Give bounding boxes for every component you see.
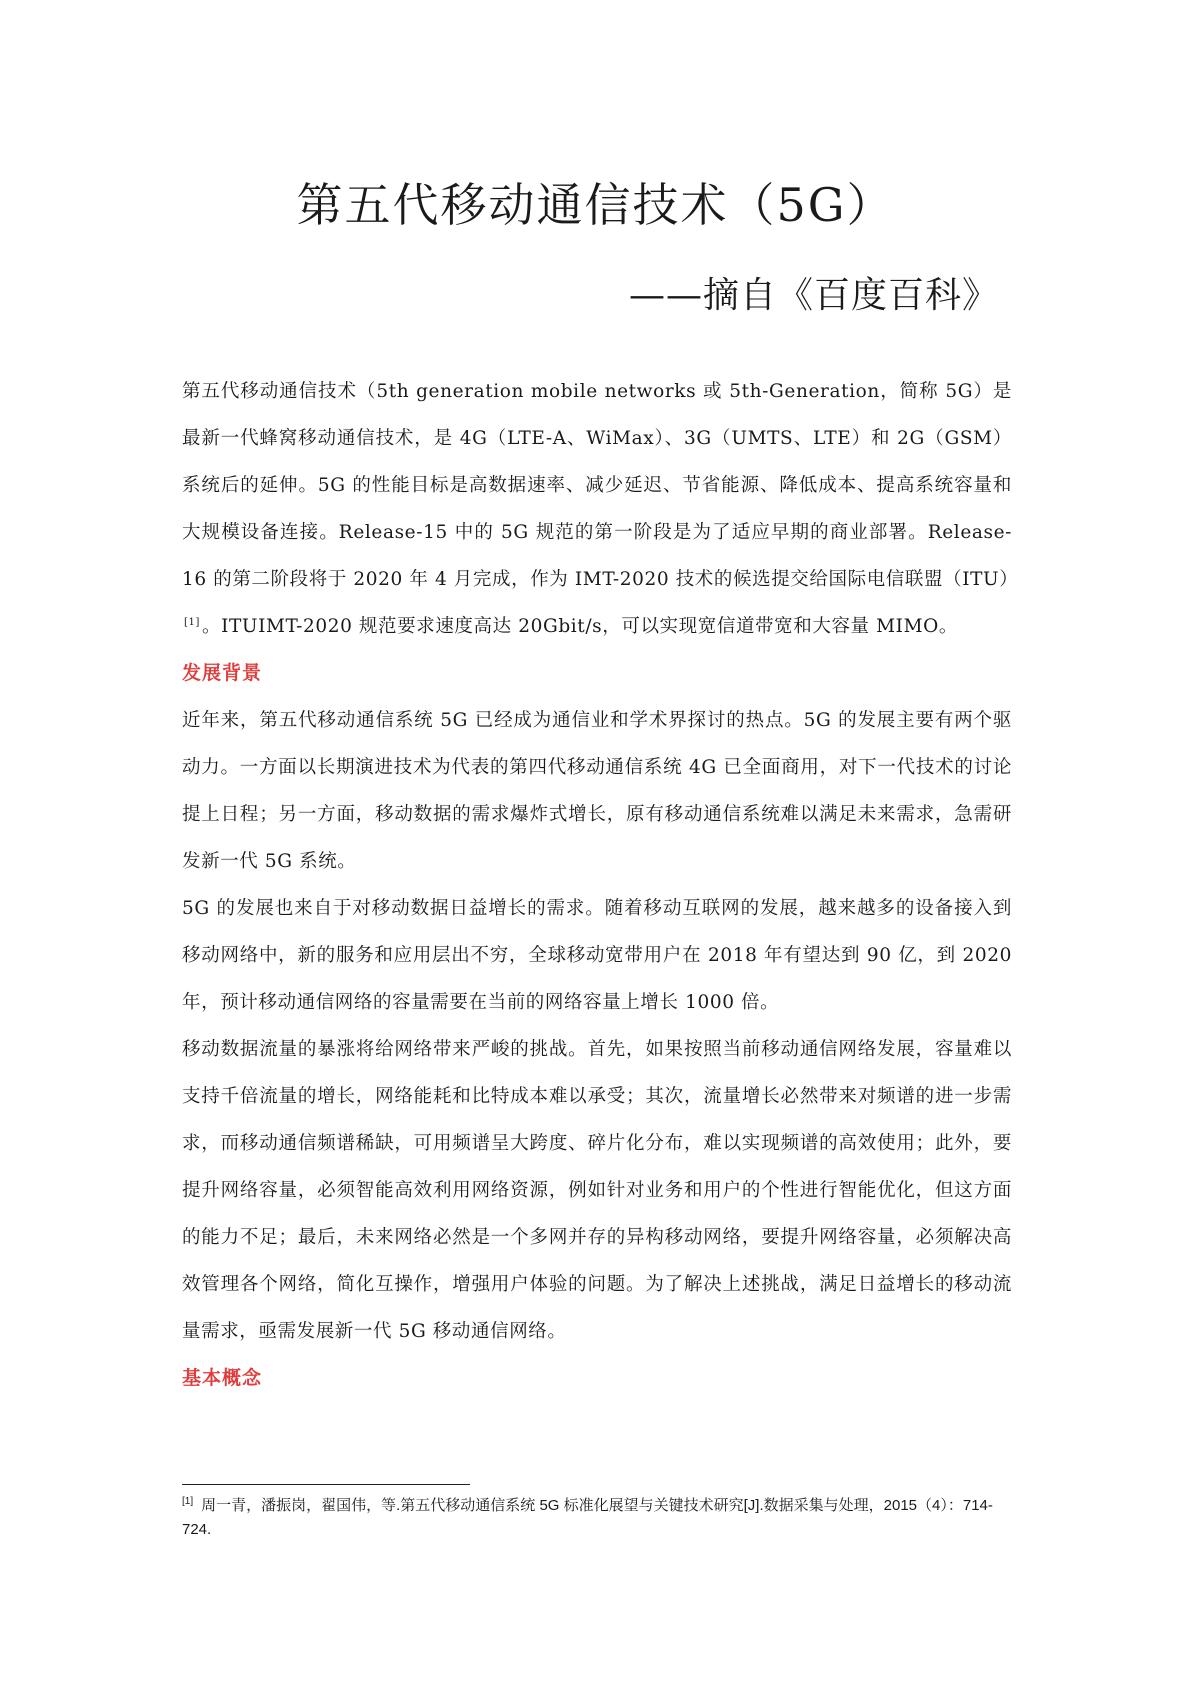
background-paragraph-1: 近年来，第五代移动通信系统 5G 已经成为通信业和学术界探讨的热点。5G 的发展主要有两个驱动力。一方面以长期演进技术为代表的第四代移动通信系统 4G 已全面商用，对下一代技术的讨论提上日程；另一方面，移动数据的需求爆炸式增长，原有移动通信系统难以满足未来需求，急需研发新一代 5G 系统。 [182, 710, 1012, 872]
footnote-reference-mark[interactable]: [1] [184, 616, 200, 628]
footnote [182, 1494, 1012, 1542]
intro-text-after-ref: 。ITUIMT-2020 规范要求速度高达 20Gbit/s，可以实现宽信道带宽和大容量 MIMO。 [201, 616, 958, 637]
background-paragraph-2: 5G 的发展也来自于对移动数据日益增长的需求。随着移动互联网的发展，越来越多的设备接入到移动网络中，新的服务和应用层出不穷，全球移动宽带用户在 2018 年有望达到 90 亿，到 2020 年，预计移动通信网络的容量需要在当前的网络容量上增长 1000 倍。 [182, 898, 1012, 1013]
section-heading-basic-concept: 基本概念 [182, 1367, 263, 1389]
footnote-mark: [1] [182, 1496, 194, 1507]
footnote-divider [182, 1484, 470, 1485]
section-heading-background: 发展背景 [182, 662, 263, 684]
document-title: 第五代移动通信技术（5G） [296, 178, 895, 232]
footnote-text: 周一青，潘振岗，翟国伟，等.第五代移动通信系统 5G 标准化展望与关键技术研究[J].数据采集与处理，2015（4）：714-724. [182, 1497, 993, 1538]
document-subtitle: ——摘自《百度百科》 [628, 275, 999, 316]
document-body [182, 368, 1019, 1402]
background-paragraph-3: 移动数据流量的暴涨将给网络带来严峻的挑战。首先，如果按照当前移动通信网络发展，容量难以支持千倍流量的增长，网络能耗和比特成本难以承受；其次，流量增长必然带来对频谱的进一步需求，而移动通信频谱稀缺，可用频谱呈大跨度、碎片化分布，难以实现频谱的高效使用；此外，要提升网络容量，必须智能高效利用网络资源，例如针对业务和用户的个性进行智能优化，但这方面的能力不足；最后，未来网络必然是一个多网并存的异构移动网络，要提升网络容量，必须解决高效管理各个网络，简化互操作，增强用户体验的问题。为了解决上述挑战，满足日益增长的移动流量需求，亟需发展新一代 5G 移动通信网络。 [182, 1039, 1012, 1342]
intro-paragraph [182, 368, 1019, 650]
intro-text-before-ref: 第五代移动通信技术（5th generation mobile networks 或 5th-Generation，简称 5G）是最新一代蜂窝移动通信技术，是 4G（LTE-A、WiMax）、3G（UMTS、LTE）和 2G（GSM）系统后的延伸。5G 的性能目标是高数据速率、减少延迟、节省能源、降低成本、提高系统容量和大规模设备连接。Release-15 中的 5G 规范的第一阶段是为了适应早期的商业部署。Release-16 的第二阶段将于 2020 年 4 月完成，作为 IMT-2020 技术的候选提交给国际电信联盟（ITU） [182, 381, 1019, 590]
